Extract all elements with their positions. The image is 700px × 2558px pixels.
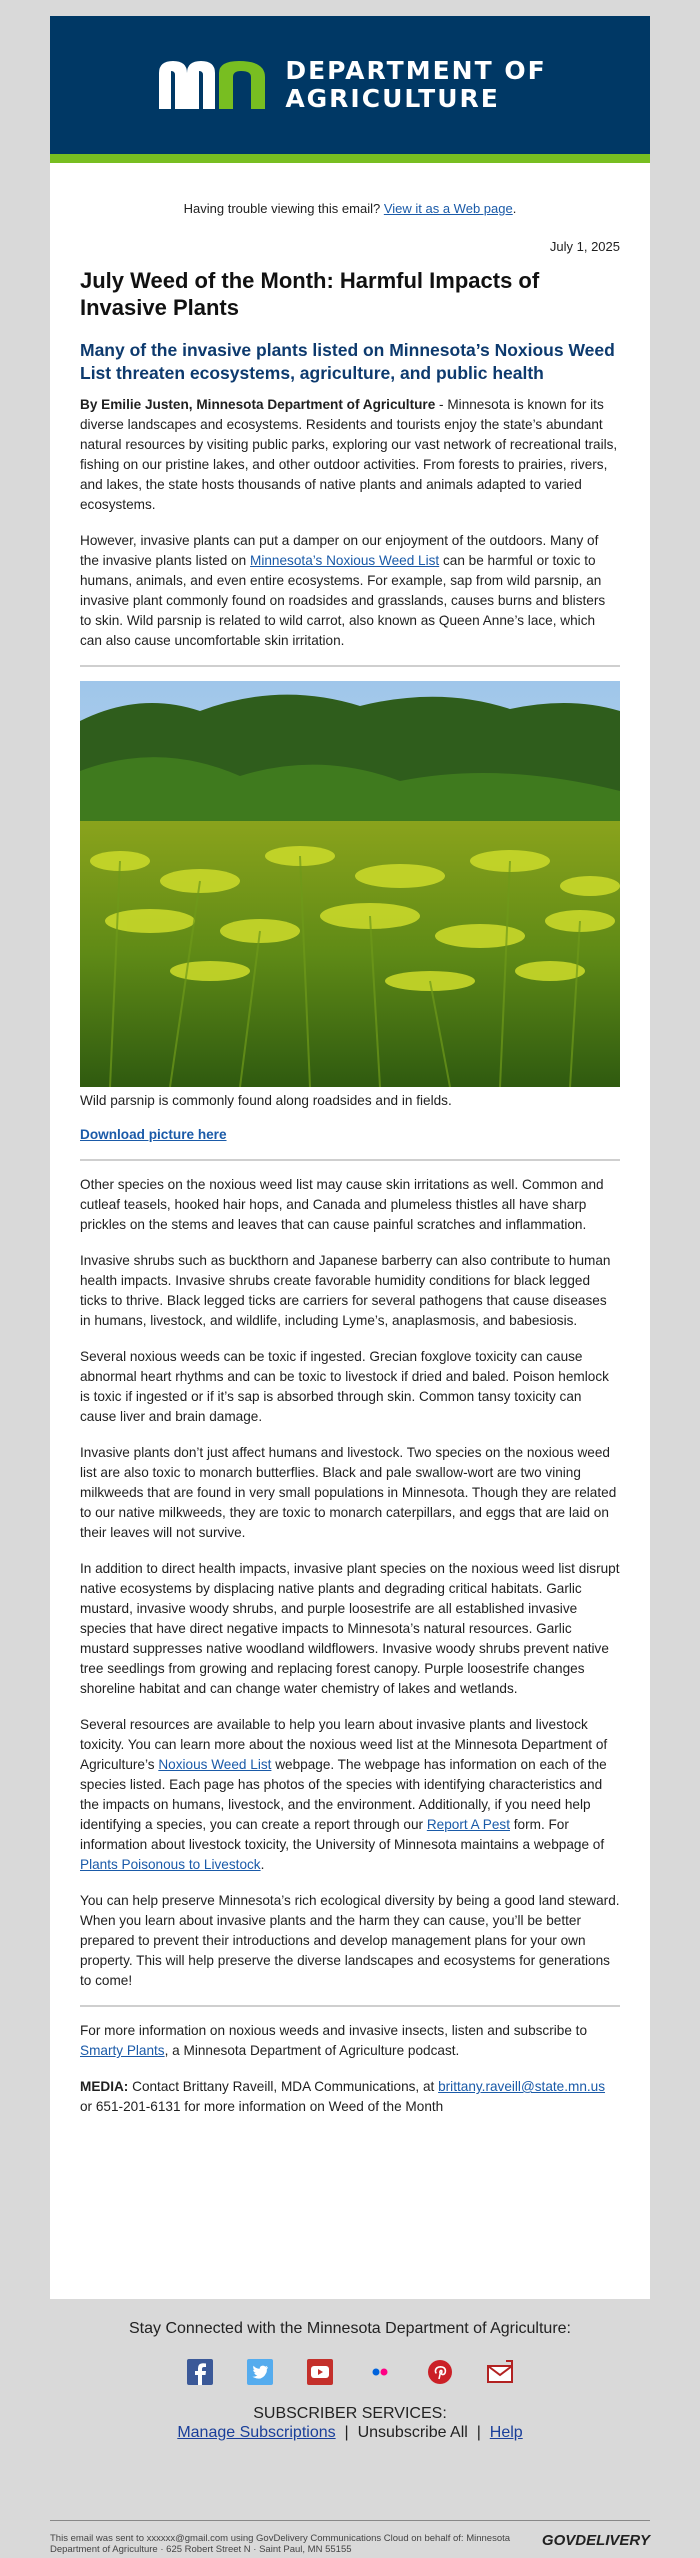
download-picture-link[interactable]: Download picture here bbox=[80, 1127, 227, 1142]
wild-parsnip-photo[interactable] bbox=[80, 681, 620, 1087]
separator: | bbox=[344, 2424, 349, 2441]
green-accent-bar bbox=[50, 154, 650, 163]
resources-paragraph bbox=[80, 1715, 620, 1875]
closing-paragraph: You can help preserve Minnesota’s rich ecological diversity by being a good land steward. When you learn about invasive plants and the harm they can cause, you’ll be better prepared to prevent their introductions and develop management plans for your own property. This will help preserve the diverse landscapes and ecosystems for generations to come! bbox=[80, 1893, 620, 1988]
social-links bbox=[0, 2358, 700, 2386]
legal-line-1: This email was sent to xxxxxx@gmail.com using GovDelivery Communications Cloud on behalf of: Minnesota bbox=[50, 2533, 511, 2544]
email-content bbox=[50, 199, 650, 2117]
email-icon[interactable] bbox=[486, 2358, 514, 2386]
twitter-icon[interactable] bbox=[246, 2358, 274, 2386]
plants-poisonous-link[interactable]: Plants Poisonous to Livestock bbox=[80, 1857, 261, 1872]
logo-line-2: AGRICULTURE bbox=[285, 84, 500, 113]
legal-footer bbox=[50, 2520, 650, 2555]
subscriber-services bbox=[0, 2404, 700, 2442]
email-card bbox=[50, 16, 650, 2299]
paragraph-2-text-b: can be harmful or toxic to humans, animals, and even entire ecosystems. For example, sap from wild parsnip, an invasive plant commonly found on roadsides and grasslands, causes burns and blisters to skin. Wild parsnip is related to wild carrot, also known as Queen Anne’s lace, which can also cause uncomfortable skin irritation. bbox=[80, 553, 606, 648]
podcast-text-b: , a Minnesota Department of Agriculture podcast. bbox=[164, 2043, 460, 2058]
article-subtitle: Many of the invasive plants listed on Minnesota’s Noxious Weed List threaten ecosystems, agriculture, and public health bbox=[80, 340, 615, 383]
preheader-text: Having trouble viewing this email? bbox=[183, 201, 381, 216]
preheader-period: . bbox=[512, 201, 517, 216]
footer bbox=[0, 2320, 700, 2442]
resources-text-c: form. For information about livestock toxicity, the University of Minnesota maintains a webpage of bbox=[80, 1817, 605, 1852]
report-a-pest-link[interactable]: Report A Pest bbox=[426, 1817, 510, 1832]
govdelivery-logo[interactable]: GOVDELIVERY bbox=[541, 2532, 650, 2549]
subscriber-links bbox=[0, 2423, 700, 2442]
body-paragraph: In addition to direct health impacts, invasive plant species on the noxious weed list disrupt native ecosystems by displacing native plants and degrading critical habitats. Garlic mustard, invasive woody shrubs, and purple loosestrife are all established invasive species that have direct negative impacts to Minnesota’s natural resources. Garlic mustard suppresses native woodland wildflowers. Invasive woody shrubs prevent native tree seedlings from growing and replacing forest canopy. Purple loosestrife changes shoreline habitat and can change water chemistry of lakes and wetlands. bbox=[80, 1561, 620, 1696]
body-paragraph: Invasive plants don’t just affect humans and livestock. Two species on the noxious weed list are also toxic to monarch butterflies. Black and pale swallow-wort are two vining milkweeds that are found in very small populations in Minnesota. Though they are related to our native milkweeds, they are toxic to monarch caterpillars, and eggs that are laid on their leaves will not survive. bbox=[80, 1445, 617, 1540]
paragraph-2-text-a: However, invasive plants can put a damper on our enjoyment of the outdoors. Many of the invasive plants listed on bbox=[80, 533, 599, 568]
unsubscribe-all-link[interactable]: Unsubscribe All bbox=[357, 2424, 468, 2441]
divider bbox=[80, 1159, 620, 1161]
publish-date: July 1, 2025 bbox=[549, 239, 620, 254]
help-link[interactable]: Help bbox=[489, 2424, 523, 2441]
view-web-page-link[interactable]: View it as a Web page bbox=[383, 201, 513, 216]
paragraph-2 bbox=[80, 531, 620, 651]
noxious-weed-list-webpage-link[interactable]: Noxious Weed List bbox=[158, 1757, 272, 1772]
smarty-plants-link[interactable]: Smarty Plants bbox=[80, 2043, 165, 2058]
mn-logo-icon bbox=[153, 59, 271, 111]
body-paragraph: Invasive shrubs such as buckthorn and Japanese barberry can also contribute to human health impacts. Invasive shrubs create favorable humidity conditions for black legged ticks to thrive. Black legged ticks are carriers for several pathogens that cause diseases in humans, livestock, and wildlife, including Lyme’s, anaplasmosis, and babesiosis. bbox=[80, 1253, 611, 1328]
divider bbox=[80, 2005, 620, 2007]
preheader bbox=[80, 199, 620, 219]
media-text-b: or 651-201-6131 for more information on Weed of the Month bbox=[80, 2099, 444, 2114]
stay-connected-text: Stay Connected with the Minnesota Department of Agriculture: bbox=[128, 2320, 571, 2337]
body-paragraph: Several noxious weeds can be toxic if ingested. Grecian foxglove toxicity can cause abnormal heart rhythms and can be toxic to livestock if dried and baled. Poison hemlock is toxic if ingested or if it’s sap is absorbed through skin. Common tansy toxicity can cause liver and brain damage. bbox=[80, 1349, 609, 1424]
separator: | bbox=[476, 2424, 481, 2441]
logo-line-1: DEPARTMENT OF bbox=[285, 56, 547, 85]
intro-paragraph bbox=[80, 395, 620, 515]
intro-text: - Minnesota is known for its diverse landscapes and ecosystems. Residents and tourists enjoy the state’s abundant natural resources by visiting public parks, exploring our vast network of recreational trails, fishing on our pristine lakes, and other outdoor activities. From forests to prairies, rivers, and lakes, the state hosts thousands of native plants and animals adapted to varied ecosystems. bbox=[80, 397, 618, 512]
noxious-weed-list-link[interactable]: Minnesota’s Noxious Weed List bbox=[250, 553, 440, 568]
pinterest-icon[interactable] bbox=[426, 2358, 454, 2386]
media-email-link[interactable]: brittany.raveill@state.mn.us bbox=[438, 2079, 606, 2094]
media-text-a: Contact Brittany Raveill, MDA Communications, at bbox=[128, 2079, 439, 2094]
podcast-paragraph bbox=[80, 2021, 620, 2061]
podcast-text-a: For more information on noxious weeds and invasive insects, listen and subscribe to bbox=[80, 2023, 588, 2038]
legal-text bbox=[50, 2533, 510, 2555]
logo-wordmark bbox=[285, 57, 546, 113]
resources-text-d: . bbox=[260, 1857, 265, 1872]
facebook-icon[interactable] bbox=[186, 2358, 214, 2386]
mda-logo[interactable] bbox=[153, 57, 546, 113]
header-banner bbox=[50, 16, 650, 154]
divider bbox=[80, 665, 620, 667]
media-label: MEDIA: bbox=[80, 2079, 129, 2094]
resources-text-a: Several resources are available to help you learn about invasive plants and livestock toxicity. You can learn more about the noxious weed list at the Minnesota Department of Agriculture’s bbox=[80, 1717, 608, 1772]
photo-caption: Wild parsnip is commonly found along roadsides and in fields. bbox=[80, 1093, 452, 1108]
article-title: July Weed of the Month: Harmful Impacts of Invasive Plants bbox=[80, 268, 540, 320]
manage-subscriptions-link[interactable]: Manage Subscriptions bbox=[177, 2424, 336, 2441]
flickr-icon[interactable] bbox=[366, 2358, 394, 2386]
body-paragraph: Other species on the noxious weed list may cause skin irritations as well. Common and cutleaf teasels, hooked hair hops, and Canada and plumeless thistles all have sharp prickles on the stems and leaves that can cause painful scratches and inflammation. bbox=[80, 1177, 604, 1232]
media-contact bbox=[80, 2077, 620, 2117]
youtube-icon[interactable] bbox=[306, 2358, 334, 2386]
legal-line-2: Department of Agriculture · 625 Robert Street N · Saint Paul, MN 55155 bbox=[50, 2544, 352, 2555]
subscriber-services-title: SUBSCRIBER SERVICES: bbox=[253, 2405, 447, 2422]
resources-text-b: webpage. The webpage has information on each of the species listed. Each page has photos of the species with identifying characteristics and the impacts on humans, livestock, and the environment. Additionally, if you need help identifying a species, you can create a report through our bbox=[80, 1757, 607, 1832]
byline: By Emilie Justen, Minnesota Department of Agriculture bbox=[80, 397, 436, 412]
